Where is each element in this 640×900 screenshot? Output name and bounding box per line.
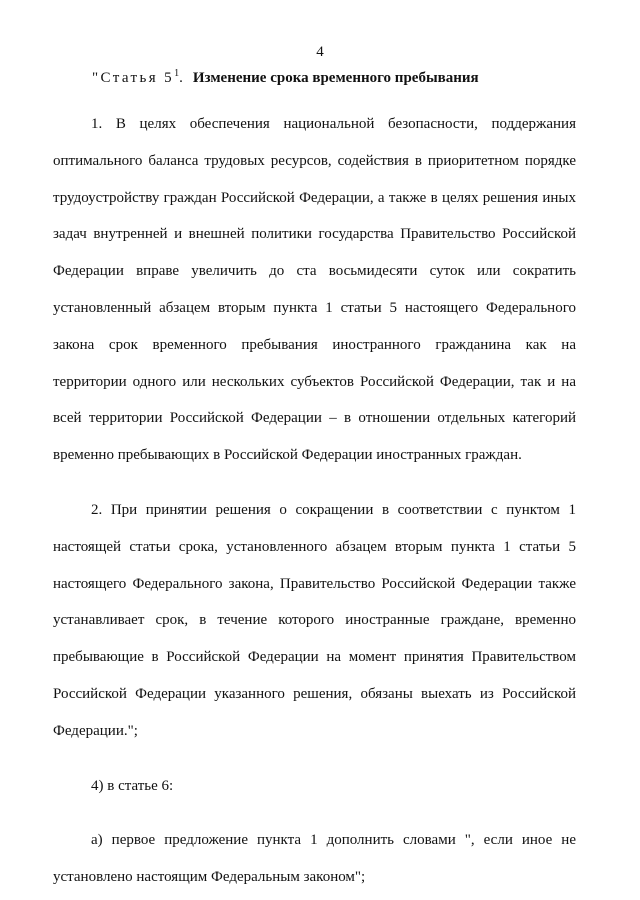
paragraph-2: 2. При принятии решения о сокращении в соответствии с пунктом 1 настоящей статьи срока, установленного абзацем вторым пункта 1 статьи 5 настоящего Федерального закона, Правительство Российской Федерации также устанавливает срок, в течение которого иностранные граждане, временно пребывающие в Российской Федерации на момент принятия Правительством Российской Федерации указанного решения, обязаны выехать из Российской Федерации."; xyxy=(53,501,576,739)
article-title: Изменение срока временного пребывания xyxy=(192,70,479,86)
paragraph-3: 4) в статье 6: xyxy=(91,777,174,794)
article-superscript: 1 xyxy=(174,68,180,79)
document-body xyxy=(53,106,576,896)
page-number: 4 xyxy=(316,44,324,60)
heading-separator: . xyxy=(179,70,183,86)
article-heading xyxy=(92,68,479,87)
paragraph-4: а) первое предложение пункта 1 дополнить словами ", если иное не установлено настоящим Федеральным законом"; xyxy=(53,832,576,886)
paragraph-1: 1. В целях обеспечения национальной безопасности, поддержания оптимального баланса трудовых ресурсов, содействия в приоритетном порядке трудоустройству граждан Российской Федерации, а также в целях решения иных задач внутренней и внешней политики государства Правительство Российской Федерации вправе увеличить до ста восьмидесяти суток или сократить установленный абзацем вторым пункта 1 статьи 5 настоящего Федерального закона срок временного пребывания иностранного гражданина как на территории одного или нескольких субъектов Российской Федерации, так и на всей территории Российской Федерации – в отношении отдельных категорий временно пребывающих в Российской Федерации иностранных граждан. xyxy=(53,116,576,464)
article-label: "Статья 5 xyxy=(92,70,175,86)
